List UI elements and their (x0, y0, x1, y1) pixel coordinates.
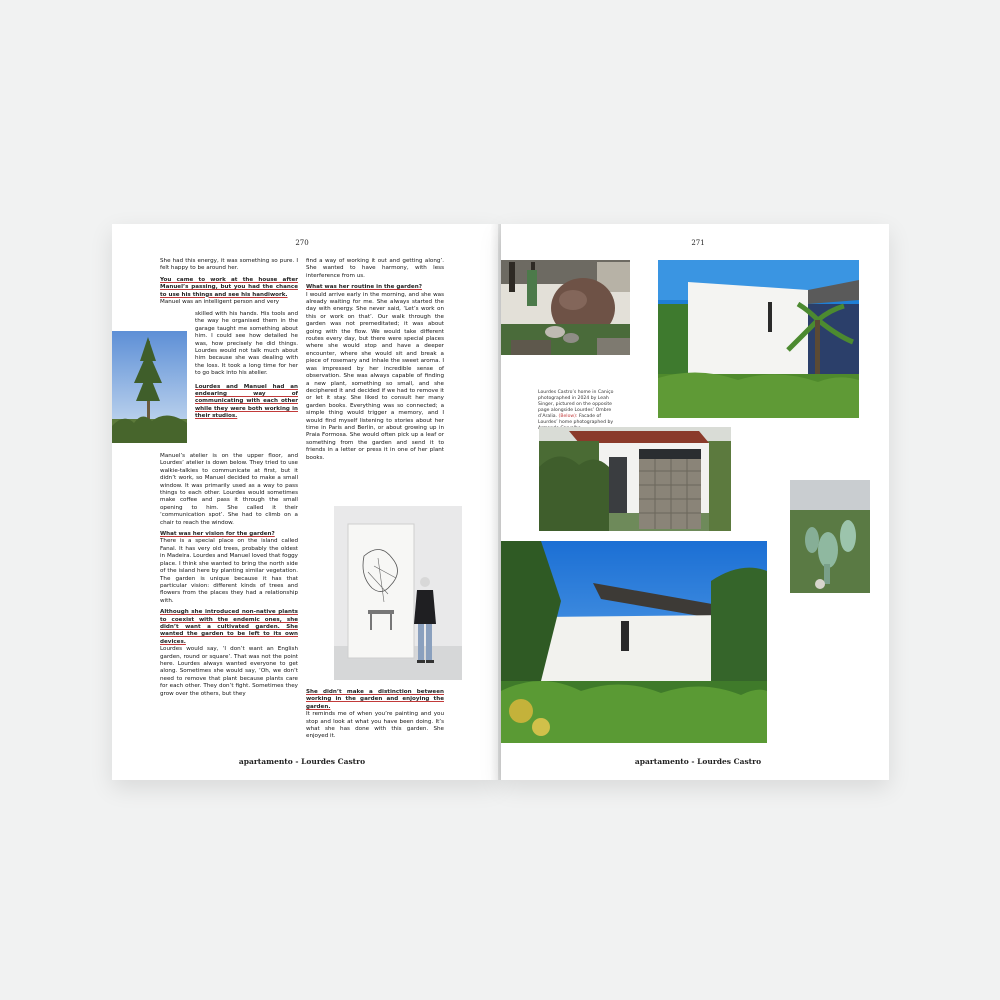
question: She didn’t make a distinction between working in the garden and enjoying the garden. (306, 689, 444, 710)
text-column-1-wrap (195, 311, 298, 421)
page-footer: apartamento - Lourdes Castro (238, 757, 366, 766)
photo-caption: Lourdes Castro’s home in Caniço photographed in 2024 by Leah Singer, pictured on the opposite page alongside Lourdes’ Ombre d’Aralia. (Below): Facade of Lourdes’ home photographed by (538, 390, 614, 425)
paragraph: find a way of working it out and getting along’. She wanted to have harmony, with less interference from us. (306, 258, 444, 279)
stone-sculpture-photo (501, 260, 630, 355)
artwork-photo (334, 506, 462, 680)
question: What was her vision for the garden? (160, 531, 275, 538)
page-number: 270 (295, 239, 309, 247)
white-wall-photo (658, 260, 859, 418)
right-page (501, 224, 889, 780)
paragraph: There is a special place on the island called Fanal. It has very old trees, probably the oldest in Madeira. Lourdes and Manuel loved that foggy place. I think she wanted to bring the north side of the island here by planting similar vegetation. The garden is unique because it has that particular vision: different kinds of trees and flowers from the places they had a relationship with. (160, 538, 298, 604)
question: Although she introduced non-native plants to coexist with the endemic ones, she didn’t want a cultivated garden. She wanted the garden to be left to its own devices. (160, 609, 298, 645)
left-page (112, 224, 498, 780)
text-column-1 (160, 258, 298, 306)
paragraph: skilled with his hands. His tools and the way he organised them in the garage taught me something about him. I could see how detailed he was, how precisely he did things. Lourdes would not talk much about him because she was dealing with the loss. It took a long time for her to go back into his atelier. (195, 311, 298, 377)
house-garden-photo (501, 541, 767, 743)
text-column-2 (306, 258, 444, 466)
facade-photo (539, 427, 731, 531)
paragraph: Lourdes would say, ‘I don’t want an English garden, round or square’. That was not the point here. Lourdes always wanted everyone to get along. Sometimes she would say, ‘Oh, we don’t need to remove that plant because plants care for each other. They don’t fight. Sometimes they grow over the others, but they (160, 646, 298, 697)
paragraph: She had this energy, it was something so pure. I felt happy to be around her. (160, 258, 298, 272)
paragraph: It reminds me of when you’re painting and you stop and look at what you have been doing. It’s what she has done with this garden. She enjoyed it. (306, 711, 444, 740)
tree-photo (112, 331, 187, 443)
text-column-2-lower (306, 689, 444, 745)
cactus-photo (790, 480, 870, 593)
text-column-1-lower (160, 453, 298, 702)
question: What was her routine in the garden? (306, 284, 422, 291)
question: You came to work at the house after Manuel’s passing, but you had the chance to use his things and see his handiwork. (160, 276, 298, 298)
paragraph: I would arrive early in the morning, and she was already waiting for me. She always started the day with energy. She never said, ‘Let’s work on this or work on that’. Our walk through the garden was not premeditated; it was about going with the flow. We would take different routes every day, but there were special places where she would stop and have a deeper encounter, where she would sit and break a piece of rosemary and inhale the sweet aroma. I was impressed by her incredible sense of observation. She was always capable of finding a new plant, something so small, and she deciphered it and decided if we had to remove it or let it stay. She liked to consult her many garden books. Everything was so connected; a simple thing would trigger a memory, and I would find myself listening to stories about her time in Paris and Berlin, or about growing up in Praia Formosa. She would often pick up a leaf or something from the garden and send it to friends in a letter or press it in one of her plant books. (306, 291, 444, 461)
page-number: 271 (691, 239, 705, 247)
paragraph: Manuel was an intelligent person and very (160, 299, 280, 306)
question: Lourdes and Manuel had an endearing way of communicating with each other while they were both working in their studios. (195, 383, 298, 420)
page-footer: apartamento - Lourdes Castro (634, 757, 762, 766)
paragraph: Manuel’s atelier is on the upper floor, and Lourdes’ atelier is down below. They tried to use walkie-talkies to communicate at first, but it didn’t work, so Manuel decided to make a small window. It was primarily used as a way to pass things to each other. Lourdes would sometimes make coffee and pass it through the small opening to him. She called it their ‘communication spot’. She had to climb on a chair to reach the window. (160, 453, 298, 526)
